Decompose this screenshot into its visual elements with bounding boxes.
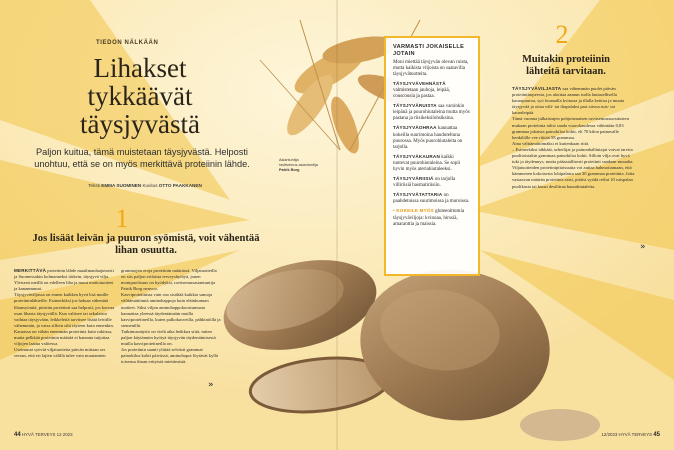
sidebar-item-lead: TÄYSJYVÄKAURAN xyxy=(393,153,440,159)
sidebar-intro: Moni miettää täysjyvän olevan ruista, mutta kaikista viljoista on saatavilla täysjyvätuotteita. xyxy=(393,59,469,77)
section-title: Jos lisäät leivän ja puuron syömistä, voit vähentää lihan osuutta. xyxy=(32,233,260,256)
paragraph xyxy=(121,347,221,365)
paragraph xyxy=(14,347,116,359)
body-column-2 xyxy=(121,268,221,366)
magazine-issue: 12/2023 HYVÄ TERVEYS xyxy=(601,432,653,437)
byline-illustrator: OTTO PAAKKANEN xyxy=(158,183,202,188)
paragraph-lead: MERKITTÄVÄ xyxy=(14,268,47,273)
sidebar-item xyxy=(393,125,471,150)
headline-line: tykkäävät xyxy=(87,81,193,111)
page-gutter xyxy=(336,0,338,450)
sidebar-item-text: valmistetaan jauhoja, leipää, couscousia ja pastaa. xyxy=(393,87,450,100)
footer-left xyxy=(14,432,73,438)
sidebar-item-lead: TÄYSJYVÄOHRAA xyxy=(393,125,437,131)
footer-right xyxy=(601,432,660,438)
paragraph xyxy=(121,268,221,292)
paragraph-text: Viljatuotteiden proteiinipitoisuutta voi auttaa hahmottamaan, että kämmenen kokoisesta lohipalasta saa 30 grammaa proteiinia. Jotta vastaavan määrän proteiinia saisi, pitäisi syödä reilut 10 ruispalan puolikasta tai kuusi desilitraa kaurahiutaleita. xyxy=(512,165,635,189)
paragraph-text: Useimmat syövät viljatuotteita päivän mittaan ser verran, että eri lajien välillä tulee vain muutamien xyxy=(14,347,106,359)
paragraph-lead: TÄYSJYVÄVILJASTA xyxy=(512,86,562,91)
paragraph-text: Täysjyväviljassa on ennen kaikkea hyvä lisä muille proteiininlähteille. Esimerkiksi jos haluaa vähentää lihansyöntiä, pitävän proteiinit saa helposti, jos korvaa osan lihasta täysjyvällä. Kun valitsee tai sekalaisia vaihtaa täysjyvään, leikkeleitä tarvitsee lisätä leivälle vähemmän, ja vatsa silloin silti täyteen kuin ennenkin. xyxy=(14,292,115,328)
paragraph xyxy=(14,268,116,292)
article-headline xyxy=(30,54,250,138)
paragraph-text: Tämä vuonna julkaistujen pohjoismaisen ravitsemussuositusten mukaan proteiinia tulisi saada vuorokaudessa vähintään 0,83 grammaa jokaista painokiloa kohti, eli 70 kilon painavalle henkilölle vee riittää 58 grammaa. xyxy=(512,116,629,140)
section-kicker: TIEDON NÄLKÄÄN xyxy=(96,40,159,46)
paragraph xyxy=(14,329,116,347)
paragraph xyxy=(512,116,636,140)
paragraph-text: Aina välttämättömäksi ei kuitenkaan riitä. xyxy=(512,140,590,146)
paragraph-text: Jos proteiinin saanti ylittää selvästi grammat painokiloa kohti päivässä, aminohapot löytävät kyllä toisensa ilman erityistä miettimistä. xyxy=(121,347,218,365)
section-number: 1 xyxy=(115,204,129,233)
magazine-issue: HYVÄ TERVEYS 12 2023 xyxy=(21,432,73,437)
sidebar-title: VARMASTI JOKAISELLE JOTAIN xyxy=(393,44,465,57)
page-number: 45 xyxy=(653,432,660,438)
sidebar-item xyxy=(393,176,471,189)
sidebar-item-lead: TÄYSJYVÄRUISTA xyxy=(393,103,437,109)
body-column-3 xyxy=(512,86,636,190)
sidebar-item-text: on paahdetuissa suurimoissa ja muroissa. xyxy=(393,193,470,205)
paragraph xyxy=(512,147,636,165)
sidebar-accent-lead: • KOKEILE MYÖS xyxy=(393,208,434,214)
sidebar-item-text: on tarjolla villiriisiä basmatiriisiin. xyxy=(393,177,456,189)
info-sidebar-box xyxy=(384,36,480,276)
expert-name: Patrik Borg xyxy=(279,168,300,172)
page-number: 44 xyxy=(14,432,21,438)
paragraph-text: Kasviproteiinista vain osa sisältää kaikkia samoja välttämättömiä aminohappoja kuin eläinkunnan tuotteet. Siksi viljan aminohappokoostumusta kannattaa yleensä täydentämään muilla kasviproteiineilla, kuten palkokasveilla, pähkinöillä ja siemenillä. xyxy=(121,292,221,328)
section-title: Muitakin proteiinin lähteitä tarvitaan. xyxy=(522,54,610,77)
paragraph-text: proteiinin lähde maailmanlaajuisesti ja Suomessakin kolmanneksi tärkein, täysjyvä vilja. Yleisesti meillä on edelleen liha ja muut maitotuotteet ja kananmunat. xyxy=(14,268,114,292)
sidebar-item xyxy=(393,81,471,100)
sidebar-item xyxy=(393,154,471,173)
sidebar-item-text: kannattaa kokeilla suurimoina hauduteltuna puurossa. Myös puurohiutaleita on tarjolla. xyxy=(393,126,463,150)
sidebar-item-lead: TÄYSJYVÄVEHNÄSTÄ xyxy=(393,80,446,86)
byline-text-label: Teksti xyxy=(88,183,100,188)
paragraph-text: grammojen eroja proteiinin määrässä. Viljatuotteilla on siis paljon erilaista terveyshyötyä, jonen monipuolisuus on hyödyksi, ravitsemusasiantuntija Patrik Borg neuvoo. xyxy=(121,268,217,292)
paragraph-text: – Esimerkiksi täkkäät, urheilijat ja painonhallintajat voivat tarvita puolitoistakin grammaa painokiloa kohti. Silloin vilja ovat hyvä tuki ja täydennys, mutta pääasiallisesti proteiinit saadaan muualta. xyxy=(512,146,634,165)
paragraph-text: Tutkimusnäyttö on vielä aika heikkoa siitä, miten paljon käytännön hyötyä täysjyvän täydentämisestä muilla kasviproteiineilla on. xyxy=(121,328,216,347)
paragraph xyxy=(14,292,116,329)
article-byline xyxy=(30,183,260,188)
headline-line: täysjyvästä xyxy=(80,109,200,139)
byline-author: EMMA SUOMINEN xyxy=(101,183,142,188)
sidebar-item-text: gluteenittomia täysjyväviljoja: kvinoaa, hirssiä, amaranttia ja maissia. xyxy=(393,209,465,227)
sidebar-item-lead: TÄYSJYVÄRIISIÄ xyxy=(393,176,434,182)
sidebar-item-text: kaikki tuntevat puurohiutaleina. Se sopii hyvin myös ateriahiutaleeksi. xyxy=(393,154,461,172)
sidebar-item-text: saa varsinkin leipänä ja puurohiutaleina mutta myös pastana ja riisikeksilohsiksina. xyxy=(393,104,470,122)
paragraph xyxy=(121,292,221,329)
paragraph xyxy=(121,329,221,347)
headline-line: Lihakset xyxy=(93,53,187,83)
article-deck: Paljon kuitua, tämä muistetaan täysjyvästä. Helposti unohtuu, että se on myös merkittävä proteiinin lähde. xyxy=(34,147,250,169)
continue-arrow-icon: » xyxy=(640,242,646,252)
paragraph-text: Kaurassa on vähän enemmän proteiinia kuin rukiissa, mutta pelkkää proteiinin määrää ei kannata tuijottaa viljojen laatua valitessa. xyxy=(14,328,113,347)
expert-role: Asiantuntija ravitsemus-asiantuntija xyxy=(279,158,318,167)
paragraph xyxy=(512,86,636,116)
sidebar-item xyxy=(393,192,471,205)
section-number: 2 xyxy=(555,20,569,49)
expert-caption xyxy=(279,158,319,173)
sidebar-item-lead: TÄYSJYVÄTATTARIA xyxy=(393,192,443,198)
sidebar-accent-item xyxy=(393,208,471,227)
body-column-1 xyxy=(14,268,116,359)
byline-photo-label: Kuvitus xyxy=(142,183,158,188)
paragraph xyxy=(512,165,636,189)
continue-arrow-icon: » xyxy=(208,380,214,390)
sidebar-item xyxy=(393,103,471,122)
paragraph-text: saa vähemmän puolet päivän proteiinitarpeesta, jos aloittaa aamun isolla lautasellisella kaurapuuroa, syö lounaalla kvinoaa ja illalla keittoa ja muuta täysjyvää ja ottaa väli- tai iltapalaksi pari siivua ruis- tai kauraleipää. xyxy=(512,86,625,116)
